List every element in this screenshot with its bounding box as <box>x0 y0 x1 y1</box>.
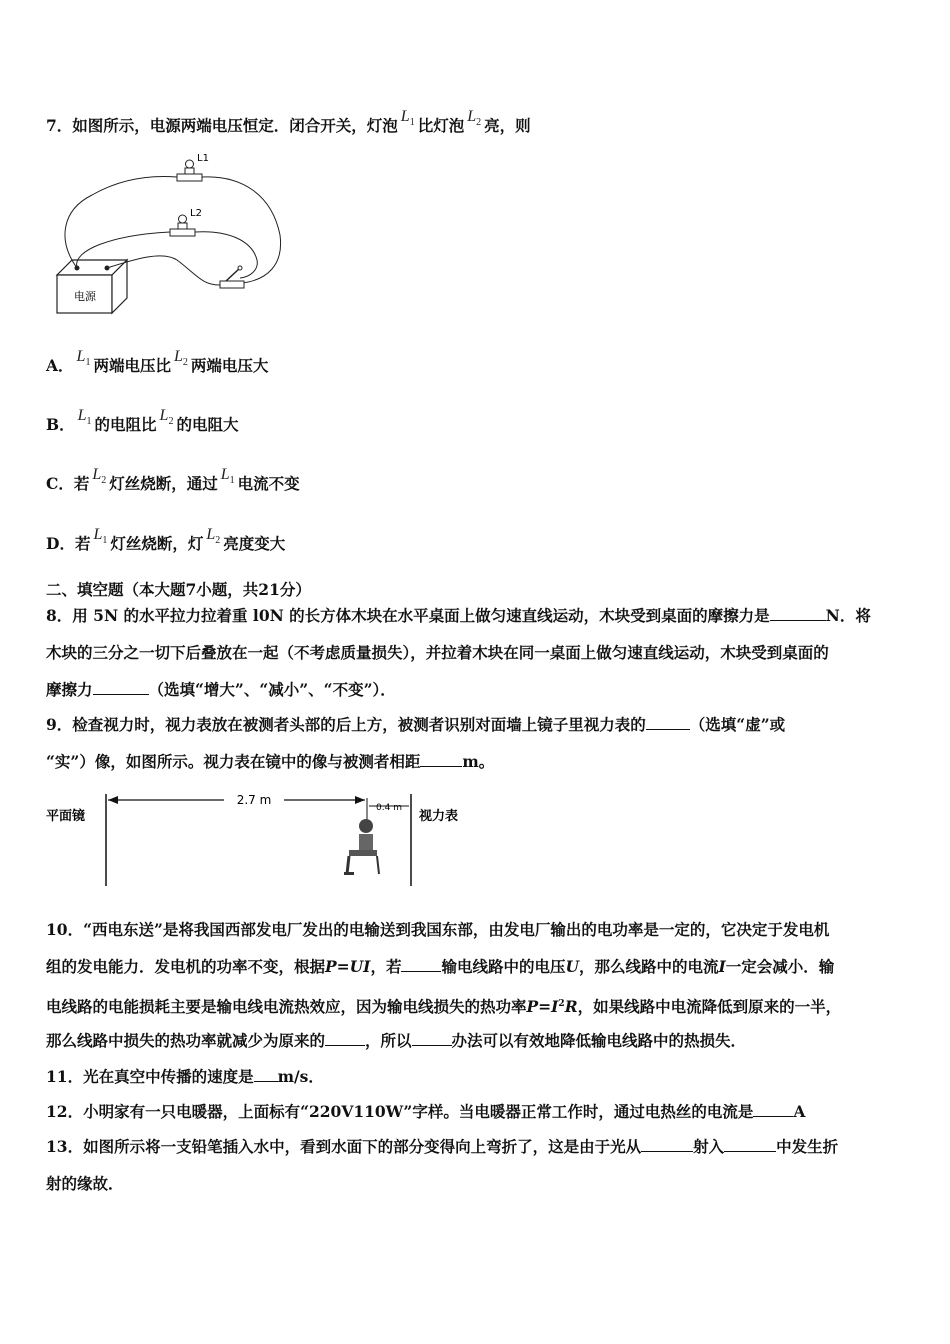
chart-label: 视力表 <box>419 809 459 824</box>
q7-stem <box>46 108 531 143</box>
var-l2: $L_2$ <box>467 108 482 129</box>
lamp-l1-label: L1 <box>197 153 209 164</box>
var-l2: $L_2$ <box>159 407 174 428</box>
q9-line1: 9．检查视力时，视力表放在被测者头部的后上方，被测者识别对面墙上镜子里视力表的 （选填“虚”或 <box>46 715 786 734</box>
q13-line2: 射的缘故． <box>46 1174 124 1193</box>
answer-blank[interactable] <box>420 752 462 767</box>
mirror-label: 平面镜 <box>46 809 86 824</box>
answer-blank[interactable] <box>646 715 690 730</box>
answer-blank[interactable] <box>753 1102 793 1117</box>
answer-blank[interactable] <box>401 957 441 972</box>
circuit-figure <box>52 150 292 320</box>
var-l2: $L_2$ <box>173 348 188 369</box>
answer-blank[interactable] <box>724 1137 776 1152</box>
var-l1: $L_1$ <box>77 407 92 428</box>
q7-option-d: D．若 $L_1$ 灯丝烧断，灯 $L_2$ 亮度变大 <box>46 526 286 553</box>
q7-option-a: A． $L_1$ 两端电压比 $L_2$ 两端电压大 <box>46 348 269 375</box>
distance-label: 2.7 m <box>236 793 272 807</box>
q9-line2: “实”）像，如图所示。视力表在镜中的像与被测者相距 m。 <box>46 752 495 771</box>
q8-line3: 摩擦力 （选填“增大”、“减小”、“不变”）． <box>46 680 396 699</box>
q10-line2: 组的发电能力．发电机的功率不变，根据P=UI，若 输电线路中的电压U，那么线路中的电流I一定会减小．输 <box>46 957 835 976</box>
q13-line1: 13．如图所示将一支铅笔插入水中，看到水面下的部分变得向上弯折了，这是由于光从 射入 中发生折 <box>46 1137 839 1156</box>
var-l1: $L_1$ <box>220 466 235 487</box>
section-title: 二、填空题（本大题7小题，共21分） <box>46 580 311 599</box>
q7-stem-text-3: 亮，则 <box>484 116 531 135</box>
vision-test-figure <box>44 788 484 890</box>
q7-option-b: B． $L_1$ 的电阻比 $L_2$ 的电阻大 <box>46 407 239 434</box>
lamp-l2-label: L2 <box>190 208 202 219</box>
answer-blank[interactable] <box>325 1031 365 1046</box>
var-l2: $L_2$ <box>206 526 221 547</box>
answer-blank[interactable] <box>412 1031 452 1046</box>
q11-line: 11．光在真空中传播的速度是 m/s． <box>46 1067 324 1086</box>
q7-option-c: C．若 $L_2$ 灯丝烧断，通过 $L_1$ 电流不变 <box>46 466 300 493</box>
q10-line3: 电线路的电能损耗主要是输电线电流热效应，因为输电线损失的热功率$P=I^2R$，如果线路中电流降低到原来的一半， <box>46 997 842 1017</box>
q12-line: 12．小明家有一只电暖器，上面标有“220V110W”字样。当电暖器正常工作时，通过电热丝的电流是 A <box>46 1102 806 1121</box>
answer-blank[interactable] <box>641 1137 693 1152</box>
answer-blank[interactable] <box>93 680 149 695</box>
q8-line1: 8．用 5N 的水平拉力拉着重 l0N 的长方体木块在水平桌面上做匀速直线运动，木块受到桌面的摩擦力是 N．将 <box>46 606 871 625</box>
power-source-label: 电源 <box>74 290 96 303</box>
q8-line2: 木块的三分之一切下后叠放在一起（不考虑质量损失），并拉着木块在同一桌面上做匀速直线运动，木块受到桌面的 <box>46 643 829 662</box>
var-l1: $L_1$ <box>400 108 415 129</box>
q10-line4: 那么线路中损失的热功率就减少为原来的 ，所以 办法可以有效地降低输电线路中的热损失． <box>46 1031 747 1050</box>
person-icon <box>344 819 379 875</box>
answer-blank[interactable] <box>770 606 826 621</box>
answer-blank[interactable] <box>254 1067 278 1082</box>
var-l1: $L_1$ <box>93 526 108 547</box>
var-l2: $L_2$ <box>92 466 107 487</box>
q10-line1: 10．“西电东送”是将我国西部发电厂发出的电输送到我国东部，由发电厂输出的电功率是一定的，它决定于发电机 <box>46 920 830 939</box>
var-l1: $L_1$ <box>76 348 91 369</box>
q7-stem-text: 7．如图所示，电源两端电压恒定．闭合开关，灯泡 <box>46 116 398 135</box>
q7-stem-text-2: 比灯泡 <box>417 116 465 135</box>
distance-label-small: 0.4 m <box>376 803 402 813</box>
